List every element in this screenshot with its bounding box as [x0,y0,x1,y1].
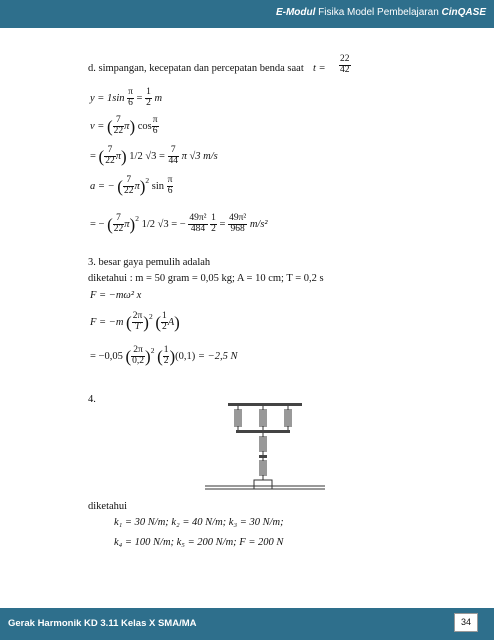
item-3-label: 3. besar gaya pemulih adalah [88,257,211,268]
f-equation-1: F = −mω² x [90,290,142,301]
v-equation-2: = ( $\frac{7}{22}$ π) 1/2 √3 = $\frac{7}{44}$ π √3 m/s [90,145,218,166]
f-equation-2: F = −m ( $\frac{2\pi}{T}$ )$^2$ ( $\frac{1}{2}$ A) [90,311,180,332]
connector-bar-1 [236,430,290,433]
y-equation: y = 1sin $\frac{\pi}{6}$ = $\frac{1}{2}$ m [90,87,163,108]
ceiling-support [228,403,302,406]
item-d-label: d. simpangan, kecepatan dan percepatan benda saat [88,63,304,74]
v-equation-1: v = ( $\frac{7}{22}$ π) cos $\frac{\pi}{6}$ [90,115,158,136]
f-equation-3: = −0,05 ( $\frac{2\pi}{0,2}$ )$^2$ ( $\frac{1}{2}$ )(0,1) = −2,5 N [90,345,238,366]
item-3-given: diketahui : m = 50 gram = 0,05 kg; A = 10 cm; T = 0,2 s [88,273,324,284]
a-equation-2: = − ( $\frac{7}{22}$ π)$^2$ 1/2 √3 = − $\frac{\text{49π²}}{484}$ $\frac{1}{2}$ = $\frac{\text{49π²}}{968}$ m/s² [90,213,268,234]
spring-k2 [259,410,267,426]
page-number: 34 [454,613,478,632]
item-4-label: 4. [88,394,96,405]
floor-line [205,484,325,492]
header-title: E-Modul Fisika Model Pembelajaran CinQASE [275,7,486,18]
spring-k4 [259,437,267,451]
a-equation-1: a = − ( $\frac{7}{22}$ π)$^2$ sin $\frac{\pi}{6}$ [90,175,173,196]
k-values-line-1: k₁ = 30 N/m; k₂ = 40 N/m; k₃ = 30 N/m; [114,517,284,528]
k-values-line-2: k₄ = 100 N/m; k₅ = 200 N/m; F = 200 N [114,537,284,548]
spring-k3 [284,410,292,426]
item-4-given: diketahui [88,501,128,512]
item-d-t-fraction: $\frac{22}{42}$ [340,54,350,75]
spring-k1 [234,410,242,426]
item-d-t-var: t = [313,63,326,74]
spring-k5 [259,461,267,475]
spring-system-diagram [226,400,304,492]
footer-text: Gerak Harmonik KD 3.11 Kelas X SMA/MA [8,618,197,629]
